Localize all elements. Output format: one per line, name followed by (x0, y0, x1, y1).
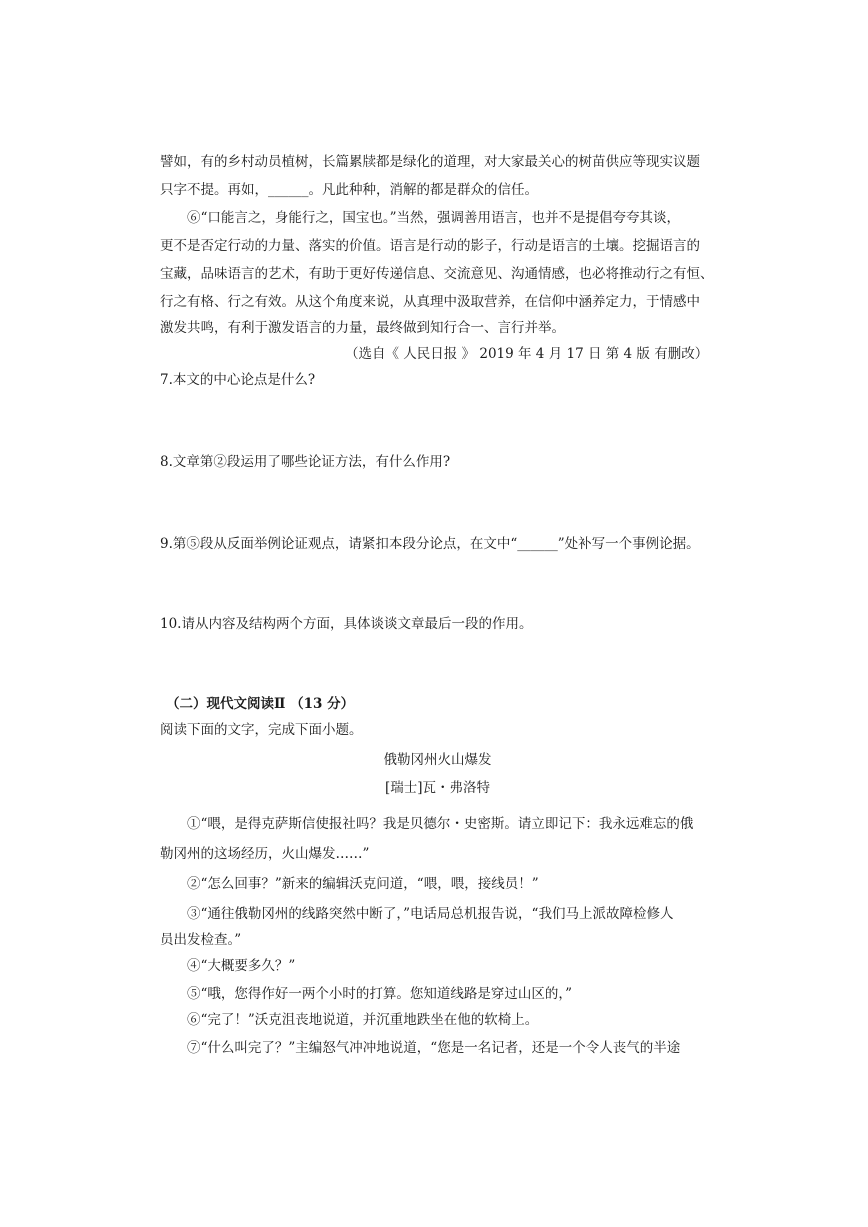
paragraph-1-line: ①“喂，是得克萨斯信使报社吗？我是贝德尔・史密斯。请立即记下：我永远难忘的俄 (187, 816, 694, 832)
question-7: 7.本文的中心论点是什么? (160, 372, 316, 388)
paragraph-6-line: 激发共鸣，有利于激发语言的力量，最终做到知行合一、言行并举。 (160, 320, 565, 336)
paragraph-6: ⑥“完了！”沃克沮丧地说道，并沉重地跌坐在他的软椅上。 (187, 1012, 539, 1028)
question-9: 9.第⑤段从反面举例论证观点，请紧扣本段分论点，在文中“______”处补写一个事例论据。 (160, 536, 700, 552)
section-instruction: 阅读下面的文字，完成下面小题。 (160, 722, 363, 738)
section-heading: （二）现代文阅读Ⅱ （13 分） (166, 696, 355, 712)
article-title: 俄勒冈州火山爆发 (383, 752, 492, 768)
passage-line: 譬如，有的乡村动员植树，长篇累牍都是绿化的道理，对大家最关心的树苗供应等现实议题 (160, 154, 700, 170)
article-author: [瑞士]瓦・弗洛特 (384, 780, 491, 796)
paragraph-4: ④“大概要多久？” (187, 958, 296, 974)
paragraph-1-line: 勒冈州的这场经历，火山爆发……” (160, 846, 370, 862)
passage-line: 只字不提。再如，______。凡此种种，消解的都是群众的信任。 (160, 182, 538, 198)
question-8: 8.文章第②段运用了哪些论证方法，有什么作用? (160, 454, 451, 470)
paragraph-6-line: 宝藏，品味语言的艺术，有助于更好传递信息、交流意见、沟通情感，也必将推动行之有恒、 (160, 266, 714, 282)
paragraph-2: ②“怎么回事？”新来的编辑沃克问道，“喂，喂，接线员！” (187, 876, 539, 892)
paragraph-7-line: ⑦“什么叫完了？”主编怒气冲冲地说道，“您是一名记者，还是一个令人丧气的半途 (187, 1040, 681, 1056)
paragraph-3-line: ③“通往俄勒冈州的线路突然中断了，”电话局总机报告说，“我们马上派故障检修人 (187, 906, 674, 922)
paragraph-5: ⑤“哦，您得作好一两个小时的打算。您知道线路是穿过山区的，” (187, 986, 573, 1002)
paragraph-6-line: ⑥“口能言之，身能行之，国宝也。”当然，强调善用语言，也并不是提倡夸夸其谈， (187, 210, 681, 226)
source-citation: （选自《 人民日报 》 2019 年 4 月 17 日 第 4 版 有删改） (345, 346, 709, 362)
paragraph-6-line: 更不是否定行动的力量、落实的价值。语言是行动的影子，行动是语言的土壤。挖掘语言的 (160, 238, 700, 254)
paragraph-6-line: 行之有格、行之有效。从这个角度来说，从真理中汲取营养，在信仰中涵养定力，于情感中 (160, 294, 700, 310)
question-10: 10.请从内容及结构两个方面，具体谈谈文章最后一段的作用。 (160, 616, 533, 632)
paragraph-3-line: 员出发检查。” (160, 932, 242, 948)
